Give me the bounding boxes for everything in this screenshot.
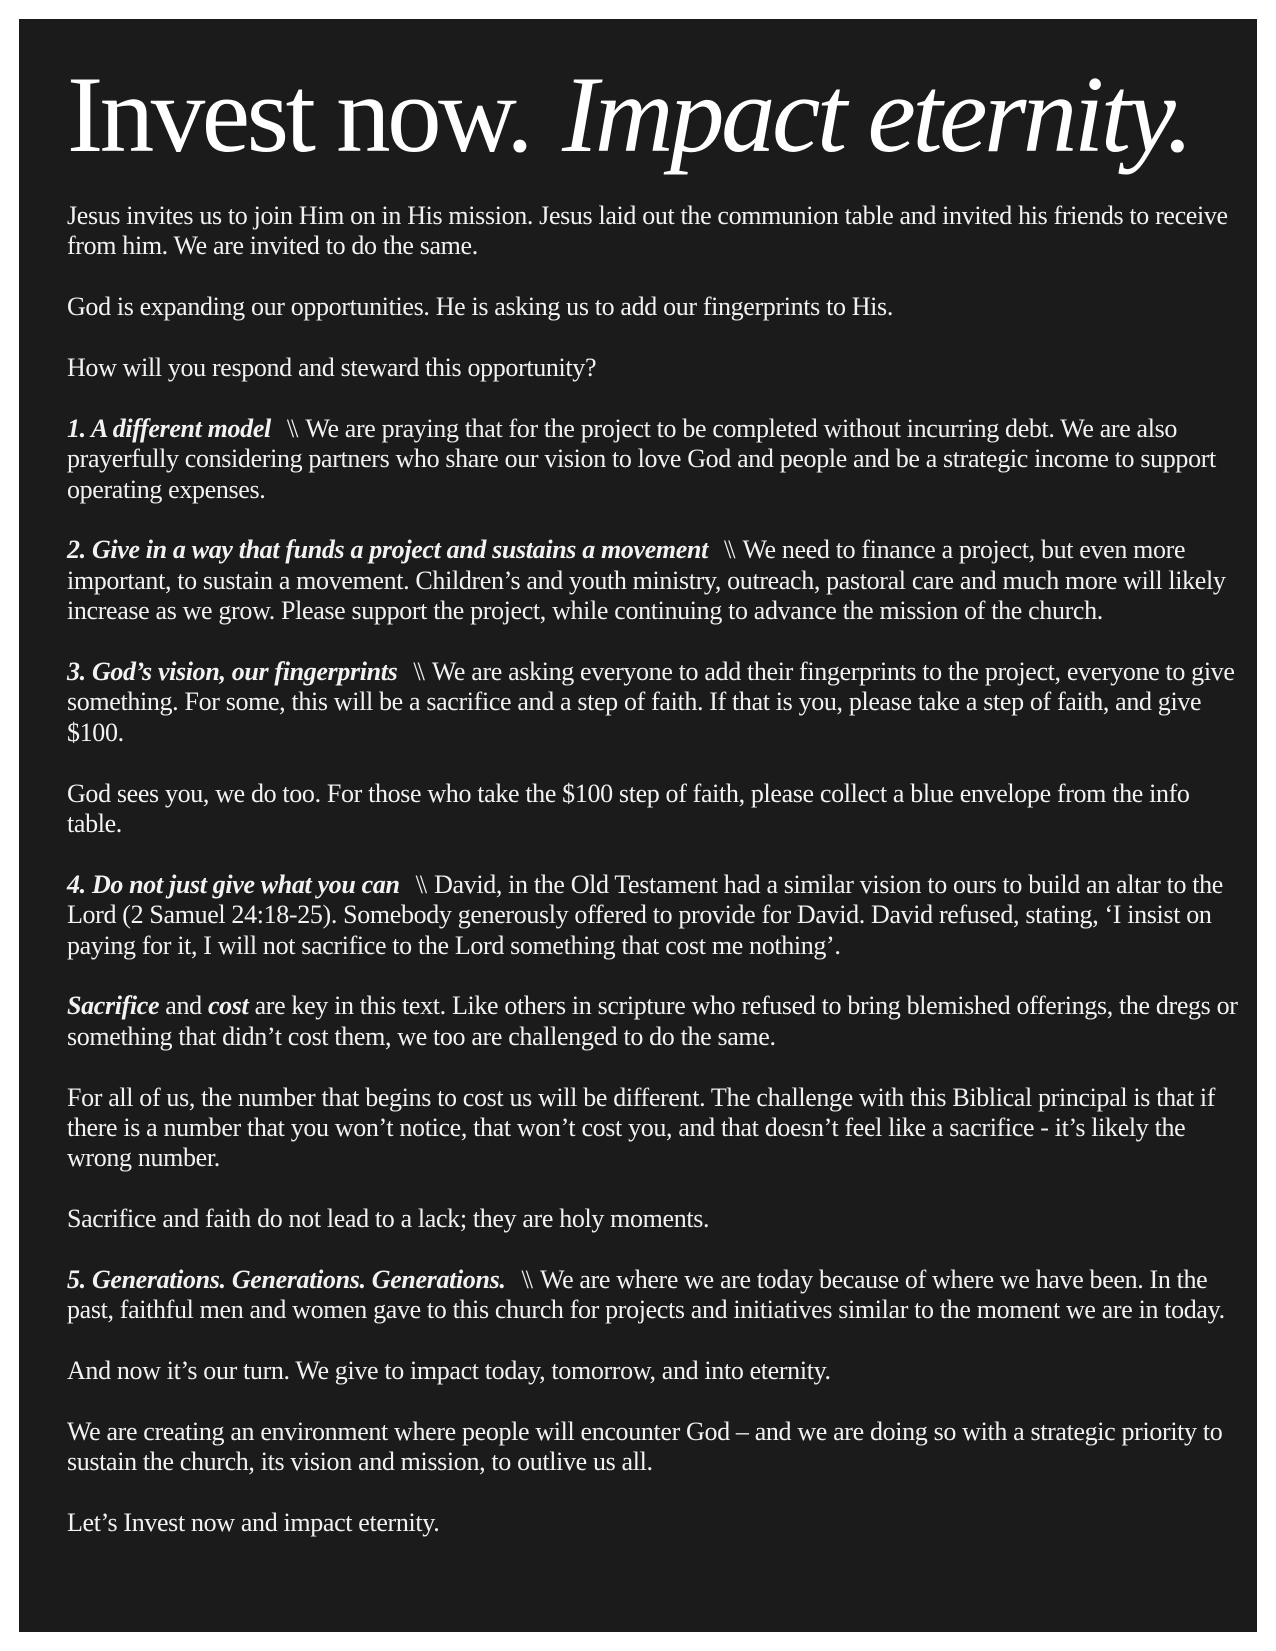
separator: \\ <box>413 657 422 687</box>
holy-moments-paragraph: Sacrifice and faith do not lead to a lack; they are holy moments. <box>67 1204 710 1234</box>
number-paragraph: For all of us, the number that begins to cost us will be different. The challenge with this Biblical principal is that if there is a number that you won’t notice, that won’t cost you, and that doesn’t feel like a sacrifice - it’s likely the wrong number. <box>67 1082 1216 1173</box>
point-5-heading: 5. Generations. Generations. Generations. <box>67 1265 506 1295</box>
intro-paragraph: Jesus invites us to join Him on in His mission. Jesus laid out the communion table and invited his friends to receive from him. We are invited to do the same. <box>67 201 1228 261</box>
environment-paragraph: We are creating an environment where people will encounter God – and we are doing so with a strategic priority to sustain the church, its vision and mission, to outlive us all. <box>67 1417 1223 1477</box>
question-paragraph: How will you respond and steward this opportunity? <box>67 353 597 382</box>
separator: \\ <box>415 869 425 899</box>
point-1 <box>67 414 1247 505</box>
point-1-heading: 1. A different model <box>67 413 271 443</box>
headline-part-2: Impact eternity. <box>562 54 1191 175</box>
separator: \\ <box>286 413 296 443</box>
sacrifice-rest: are key in this text. Like others in scripture who refused to bring blemished offerings, the dregs or something that didn’t cost them, we too are challenged to do the same. <box>67 991 1238 1051</box>
sacrifice-keyword: Sacrifice <box>67 991 160 1021</box>
point-1-text: We are praying that for the project to be completed without incurring debt. We are also prayerfully considering partners who share our vision to love God and people and be a strategic income to support operating expenses. <box>67 413 1216 504</box>
separator: \\ <box>521 1265 530 1295</box>
sees-you-paragraph: God sees you, we do too. For those who take the $100 step of faith, please collect a blue envelope from the info table. <box>67 778 1190 839</box>
point-2-heading: 2. Give in a way that funds a project and sustains a movement <box>67 535 708 565</box>
separator: \\ <box>723 535 733 565</box>
point-4-text: David, in the Old Testament had a similar vision to ours to build an altar to the Lord (2 Samuel 24:18-25). Somebody generously offered to provide for David. David refused, stating, ‘I insist on paying for it, I will not sacrifice to the Lord something that cost me nothing’. <box>67 869 1224 960</box>
headline-part-1: Invest now. <box>67 54 531 175</box>
closing-paragraph: Let’s Invest now and impact eternity. <box>67 1508 440 1538</box>
flyer-panel <box>19 19 1257 1632</box>
point-5 <box>67 1265 1247 1326</box>
point-3 <box>67 657 1247 748</box>
expanding-paragraph: God is expanding our opportunities. He is asking us to add our fingerprints to His. <box>67 292 893 322</box>
point-2 <box>67 535 1247 626</box>
body-copy <box>67 201 1247 1569</box>
our-turn-paragraph: And now it’s our turn. We give to impact today, tomorrow, and into eternity. <box>67 1356 831 1386</box>
headline <box>67 49 1247 181</box>
point-4-heading: 4. Do not just give what you can <box>67 869 400 899</box>
point-2-text: We need to finance a project, but even more important, to sustain a movement. Children’s and youth ministry, outreach, pastoral care and much more will likely increase as we grow. Please support the project, while continuing to advance the mission of the church. <box>67 535 1226 626</box>
point-3-heading: 3. God’s vision, our fingerprints <box>67 657 398 687</box>
cost-keyword: cost <box>207 991 249 1021</box>
point-3-text: We are asking everyone to add their fingerprints to the project, everyone to give something. For some, this will be a sacrifice and a step of faith. If that is you, please take a step of faith, and give $100. <box>67 657 1235 747</box>
sacrifice-paragraph <box>67 991 1247 1052</box>
sacrifice-and: and <box>159 991 208 1021</box>
point-4 <box>67 870 1247 961</box>
point-5-text: We are where we are today because of where we have been. In the past, faithful men and women gave to this church for projects and initiatives similar to the moment we are in today. <box>67 1265 1225 1325</box>
